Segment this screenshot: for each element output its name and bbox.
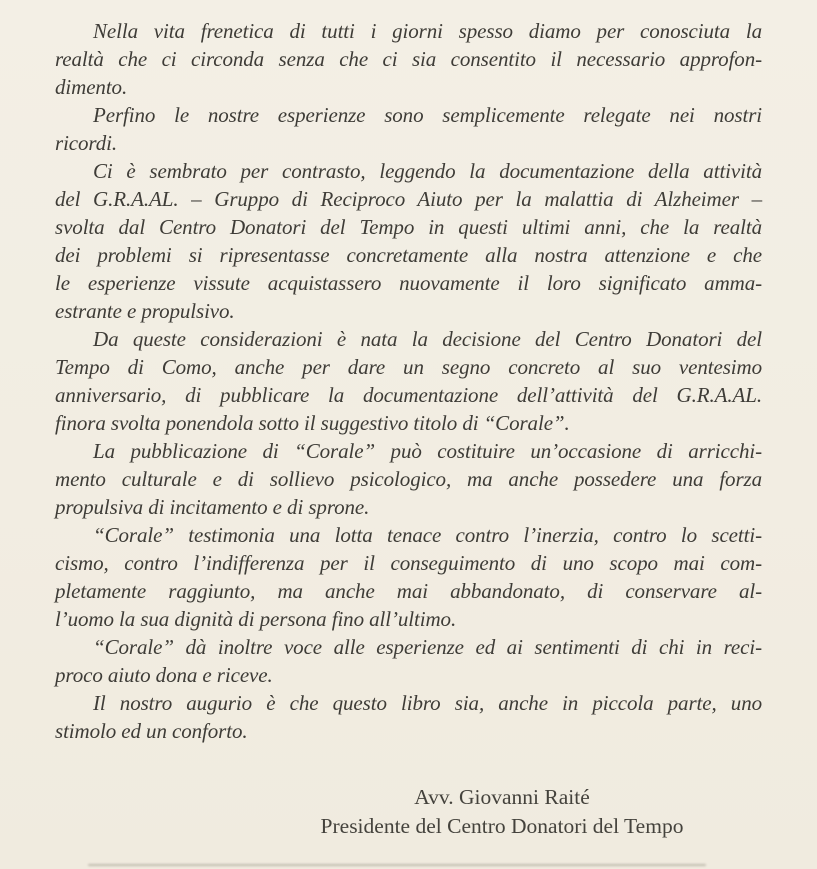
text-line: La pubblicazione di “Corale” può costituire un’occasione di arricchi- — [93, 439, 762, 463]
paragraph — [55, 17, 762, 101]
text-line: stimolo ed un conforto. — [55, 719, 248, 743]
text-line: Il nostro augurio è che questo libro sia, anche in piccola parte, uno — [93, 691, 762, 715]
signature-name: Avv. Giovanni Raité — [414, 785, 590, 809]
paragraph — [55, 521, 762, 633]
text-line: pletamente raggiunto, ma anche mai abbandonato, di conservare al- — [55, 579, 762, 603]
text-line: propulsiva di incitamento e di sprone. — [55, 495, 370, 519]
signature-title: Presidente del Centro Donatori del Tempo — [320, 814, 684, 838]
paragraph — [55, 633, 762, 689]
text-line: l’uomo la sua dignità di persona fino all’ultimo. — [55, 607, 457, 631]
body-text — [55, 17, 762, 745]
text-line: “Corale” dà inoltre voce alle esperienze ed ai sentimenti di chi in reci- — [93, 635, 762, 659]
text-line: ricordi. — [55, 131, 118, 155]
paragraph — [55, 689, 762, 745]
text-line: anniversario, di pubblicare la documentazione dell’attività del G.R.A.AL. — [55, 383, 762, 407]
paragraph — [55, 437, 762, 521]
scan-shadow — [88, 864, 706, 866]
text-line: Ci è sembrato per contrasto, leggendo la documentazione della attività — [93, 159, 762, 183]
text-line: estrante e propulsivo. — [55, 299, 235, 323]
text-line: finora svolta ponendola sotto il suggestivo titolo di “Corale”. — [55, 411, 570, 435]
paragraph — [55, 101, 762, 157]
signature-block — [242, 783, 762, 841]
text-line: Tempo di Como, anche per dare un segno concreto al suo ventesimo — [55, 355, 762, 379]
text-line: svolta dal Centro Donatori del Tempo in questi ultimi anni, che la realtà — [55, 215, 762, 239]
text-line: “Corale” testimonia una lotta tenace contro l’inerzia, contro lo scetti- — [93, 523, 762, 547]
text-line: dimento. — [55, 75, 128, 99]
text-line: dei problemi si ripresentasse concretamente alla nostra attenzione e che — [55, 243, 762, 267]
text-line: Perfino le nostre esperienze sono semplicemente relegate nei nostri — [93, 103, 762, 127]
text-line: realtà che ci circonda senza che ci sia consentito il necessario approfon- — [55, 47, 762, 71]
text-line: cismo, contro l’indifferenza per il conseguimento di uno scopo mai com- — [55, 551, 762, 575]
text-line: le esperienze vissute acquistassero nuovamente il loro significato amma- — [55, 271, 762, 295]
paragraph — [55, 325, 762, 437]
text-line: Nella vita frenetica di tutti i giorni spesso diamo per conosciuta la — [93, 19, 762, 43]
text-line: del G.R.A.AL. – Gruppo di Reciproco Aiuto per la malattia di Alzheimer – — [55, 187, 762, 211]
paragraph — [55, 157, 762, 325]
text-line: Da queste considerazioni è nata la decisione del Centro Donatori del — [93, 327, 762, 351]
text-line: mento culturale e di sollievo psicologico, ma anche possedere una forza — [55, 467, 762, 491]
text-line: proco aiuto dona e riceve. — [55, 663, 273, 687]
